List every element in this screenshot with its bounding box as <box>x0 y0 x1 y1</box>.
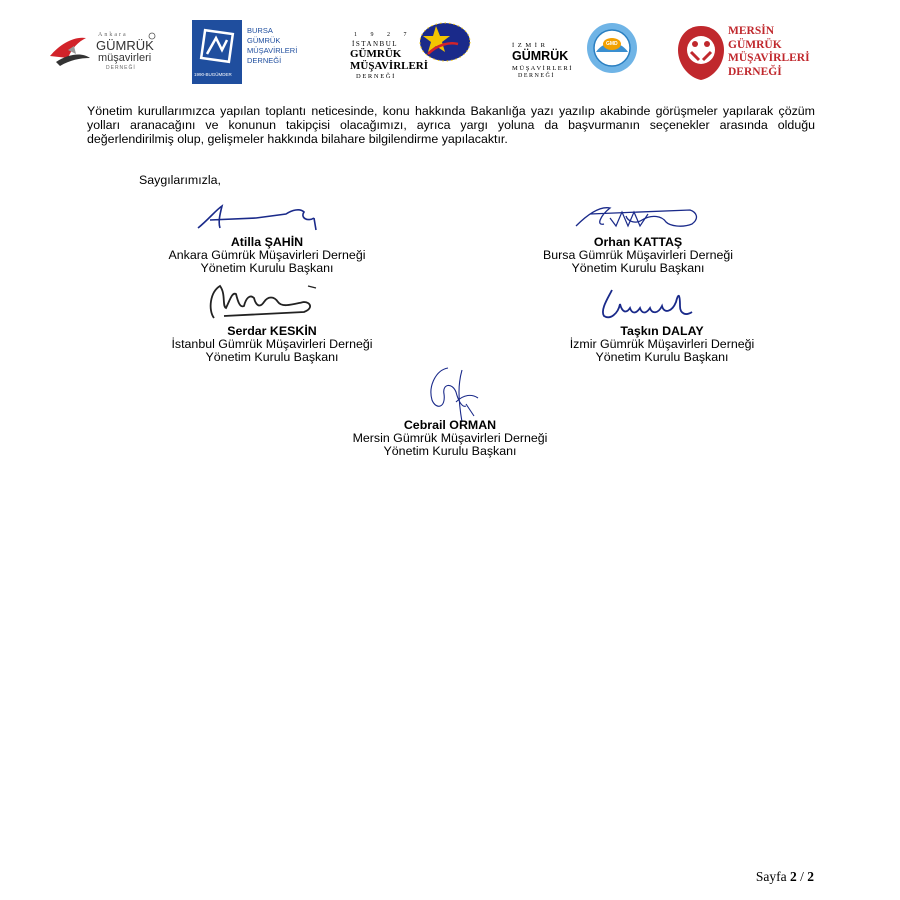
signatory-org-2: Bursa Gümrük Müşavirleri Derneği <box>542 248 734 263</box>
izmir-city-text: İ Z M İ R <box>512 42 546 49</box>
signatory-title-4: Yönetim Kurulu Başkanı <box>595 350 729 365</box>
mersin-emblem-icon <box>676 24 726 82</box>
signature-keskin-icon <box>204 280 320 324</box>
signatory-name-5: Cebrail ORMAN <box>403 418 497 432</box>
ankara-city-text: Ankara <box>98 32 128 38</box>
signatory-block-5 <box>298 419 602 459</box>
logo-ankara <box>46 28 158 74</box>
signatory-title-5: Yönetim Kurulu Başkanı <box>383 444 517 459</box>
bursa-line-4: DERNEĞİ <box>247 56 282 65</box>
signature-sahin-icon <box>196 200 322 234</box>
signatory-block-3 <box>114 325 430 365</box>
bursa-line-1: BURSA <box>247 26 273 35</box>
signatory-org-4: İzmir Gümrük Müşavirleri Derneği <box>569 337 755 352</box>
signatory-block-2 <box>486 236 790 276</box>
page-number <box>756 869 814 885</box>
signatory-block-4 <box>510 325 814 365</box>
bursa-line-2: GÜMRÜK <box>247 36 281 45</box>
signatory-name-3: Serdar KESKİN <box>227 324 317 338</box>
bursa-est-text: 1990-BUGÜMDER <box>194 72 232 77</box>
istanbul-year-text: 1 9 2 7 <box>354 32 413 38</box>
izmir-badge-text: GMD <box>606 41 618 47</box>
izmir-gumruk-text: GÜMRÜK <box>512 49 569 63</box>
ankara-musavirleri-text: müşavirleri <box>98 52 152 64</box>
signatory-title-3: Yönetim Kurulu Başkanı <box>205 350 339 365</box>
izmir-emblem-icon <box>584 22 640 74</box>
page-current: 2 <box>789 869 797 884</box>
izmir-dernegi-text: D E R N E Ğ İ <box>518 73 554 79</box>
signature-orman-icon <box>418 364 490 426</box>
bursa-emblem-box <box>192 20 242 84</box>
signature-dalay-icon <box>594 284 702 324</box>
mersin-line-4: DERNEĞİ <box>728 65 782 78</box>
logo-izmir <box>512 22 642 82</box>
body-paragraph: Yönetim kurullarımızca yapılan toplantı neticesinde, konu hakkında Bakanlığa yazı yazılıp akabinde görüşmeler yapılarak çözüm yolları aranacağını ve konunun takipçisi olacağımızı, ayrıca yargı yoluna da başvurmanın seçenekler arasında olduğu değerlendirilmiş olup, gelişmeler hakkında bilahare bilgilendirme yapılacaktır. <box>87 104 815 147</box>
izmir-musavirleri-text: M Ü Ş A V İ R L E R İ <box>512 65 572 72</box>
signatory-name-2: Orhan KATTAŞ <box>593 235 683 249</box>
ankara-gumruk-text: GÜMRÜK <box>96 38 154 53</box>
istanbul-dernegi-text: D E R N E Ğ İ <box>356 73 395 80</box>
signatory-org-3: İstanbul Gümrük Müşavirleri Derneği <box>171 337 373 352</box>
signatory-title-2: Yönetim Kurulu Başkanı <box>571 261 705 276</box>
logo-bursa <box>192 20 312 84</box>
signatory-title-1: Yönetim Kurulu Başkanı <box>200 261 334 276</box>
istanbul-city-text: İSTANBUL <box>352 40 399 48</box>
mersin-line-1: MERSİN <box>728 25 775 37</box>
signatory-org-1: Ankara Gümrük Müşavirleri Derneği <box>168 248 366 263</box>
signatory-org-5: Mersin Gümrük Müşavirleri Derneği <box>352 431 548 446</box>
istanbul-musavirleri-text: MÜŞAVİRLERİ <box>350 60 429 72</box>
page-label: Sayfa <box>755 869 787 884</box>
mersin-line-3: MÜŞAVİRLERİ <box>728 52 810 64</box>
ankara-dernegi-text: DERNEĞİ <box>106 65 136 71</box>
signatory-name-4: Taşkın DALAY <box>620 324 704 338</box>
istanbul-gumruk-text: GÜMRÜK <box>350 48 402 60</box>
logo-mersin <box>676 24 810 84</box>
signatory-block-1 <box>114 236 420 276</box>
signatory-name-1: Atilla ŞAHİN <box>230 235 304 249</box>
signature-kattas-icon <box>570 200 706 234</box>
logo-istanbul <box>350 22 475 82</box>
mersin-line-2: GÜMRÜK <box>728 38 782 51</box>
page-total: 2 <box>807 869 814 884</box>
bursa-line-3: MÜŞAVİRLERİ <box>247 46 298 55</box>
greeting: Saygılarımızla, <box>139 173 221 187</box>
bursa-emblem-icon <box>192 20 242 72</box>
page-separator: / <box>800 869 804 884</box>
istanbul-emblem-icon <box>418 22 472 62</box>
